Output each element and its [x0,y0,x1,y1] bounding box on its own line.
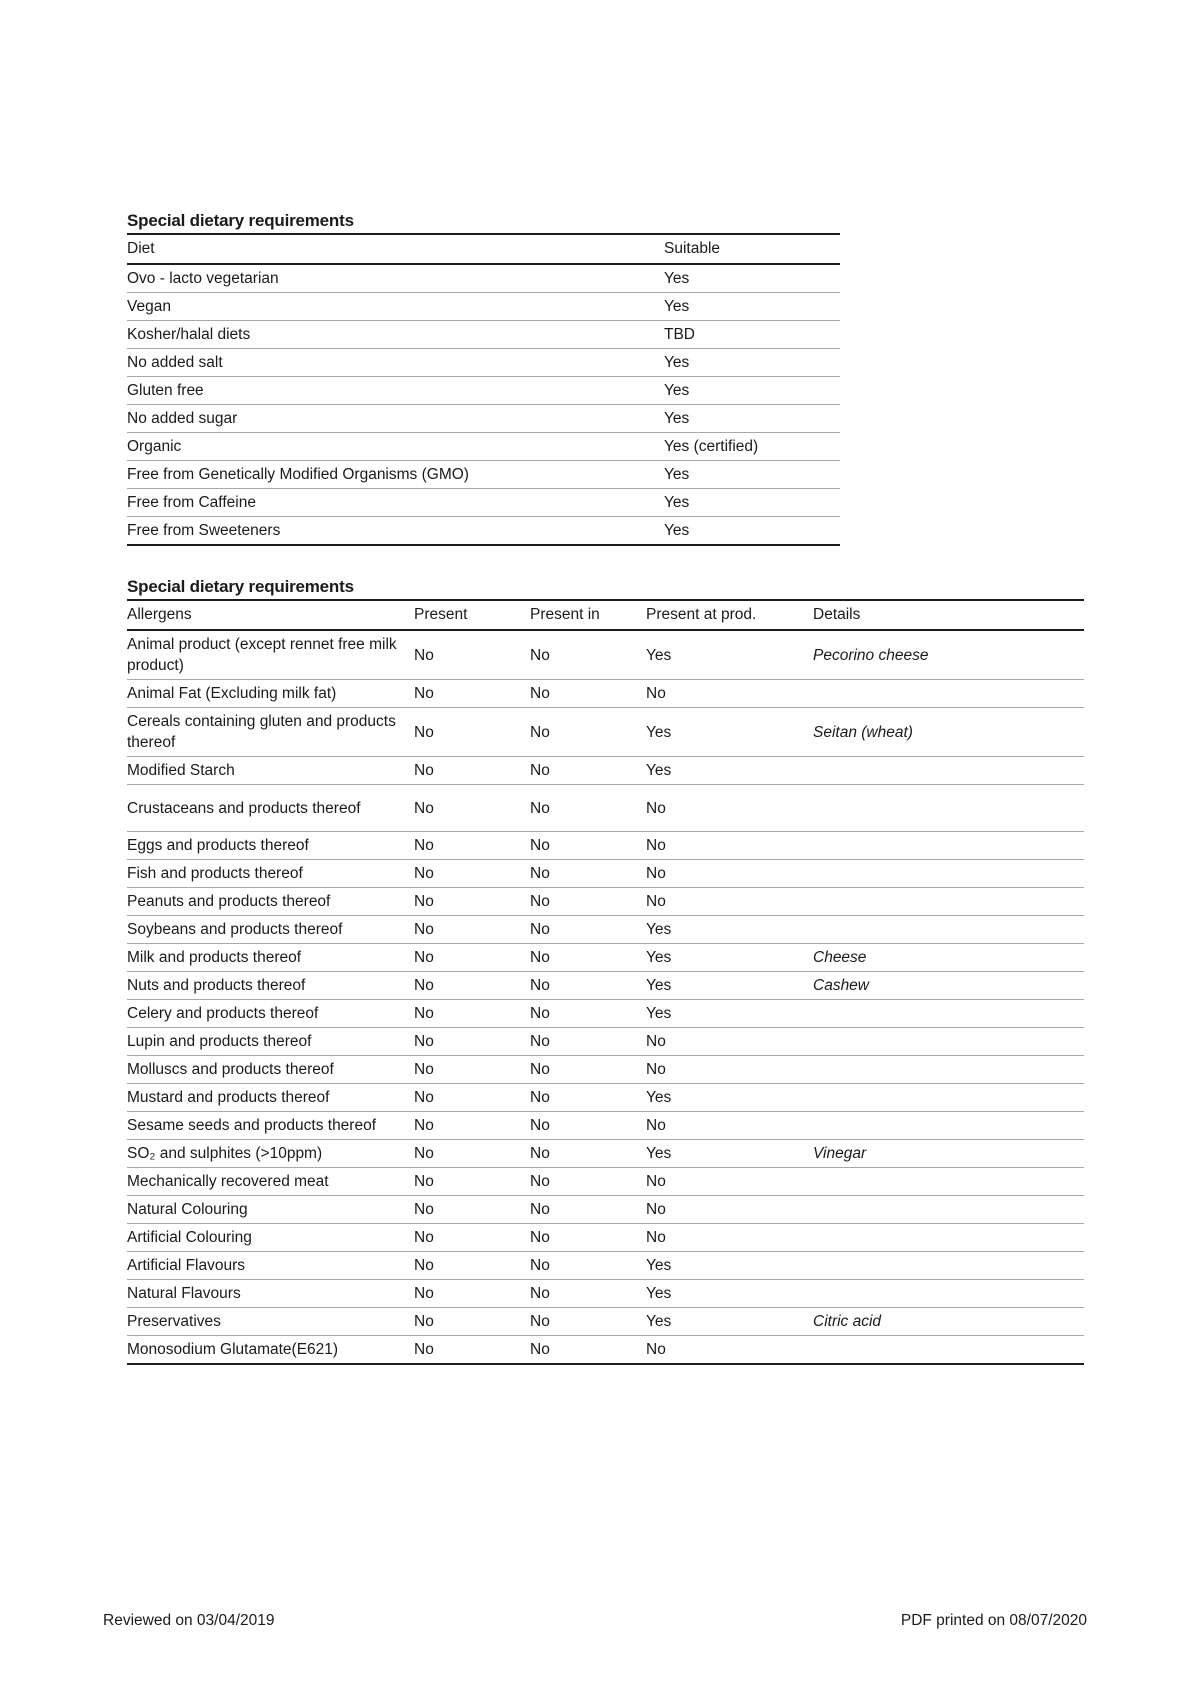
allergen-present-at-prod-cell: Yes [646,1280,813,1308]
allergen-name-cell: Molluscs and products thereof [127,1056,414,1084]
allergen-present-cell: No [414,972,530,1000]
allergen-present-in-cell: No [530,630,646,680]
diet-suitable-cell: Yes (certified) [664,433,840,461]
allergen-present-in-cell: No [530,680,646,708]
allergen-table-body [127,630,1084,1364]
allergen-present-at-prod-cell: No [646,1336,813,1365]
allergen-present-in-cell: No [530,1140,646,1168]
allergen-table-row [127,708,1084,757]
allergen-present-at-prod-cell: No [646,785,813,832]
allergen-present-at-prod-cell: No [646,1056,813,1084]
allergen-present-in-cell: No [530,785,646,832]
allergen-table-row [127,680,1084,708]
diet-name-cell: Free from Sweeteners [127,517,664,546]
allergen-details-cell [813,1336,1084,1365]
allergen-details-cell [813,1252,1084,1280]
diet-suitable-cell: Yes [664,489,840,517]
allergen-present-cell: No [414,1084,530,1112]
diet-name-cell: Ovo - lacto vegetarian [127,264,664,293]
allergen-details-cell: Pecorino cheese [813,630,1084,680]
allergen-present-in-cell: No [530,832,646,860]
diet-table-row [127,349,840,377]
allergen-table-row [127,1056,1084,1084]
allergen-present-in-cell: No [530,1168,646,1196]
allergen-table-row [127,972,1084,1000]
allergen-present-at-prod-cell: Yes [646,757,813,785]
diet-name-cell: Gluten free [127,377,664,405]
allergen-present-in-cell: No [530,1336,646,1365]
allergen-header-allergens: Allergens [127,600,414,630]
allergen-present-cell: No [414,1252,530,1280]
allergen-present-in-cell: No [530,757,646,785]
allergen-present-cell: No [414,1028,530,1056]
allergen-present-at-prod-cell: No [646,1112,813,1140]
allergen-details-cell [813,888,1084,916]
allergen-header-present-at-prod: Present at prod. [646,600,813,630]
allergen-name-cell: Mechanically recovered meat [127,1168,414,1196]
allergen-present-cell: No [414,888,530,916]
allergen-table-row [127,1252,1084,1280]
diet-suitable-cell: TBD [664,321,840,349]
allergen-present-at-prod-cell: No [646,1224,813,1252]
allergen-name-cell: Nuts and products thereof [127,972,414,1000]
diet-suitable-cell: Yes [664,405,840,433]
allergen-name-cell: Mustard and products thereof [127,1084,414,1112]
allergen-table-row [127,1084,1084,1112]
allergen-details-cell [813,680,1084,708]
allergen-name-cell: Peanuts and products thereof [127,888,414,916]
allergen-name-cell: Artificial Colouring [127,1224,414,1252]
allergen-table-row [127,1168,1084,1196]
allergen-present-in-cell: No [530,708,646,757]
allergen-present-in-cell: No [530,1084,646,1112]
allergen-details-cell [813,1280,1084,1308]
allergen-present-cell: No [414,944,530,972]
diet-suitable-cell: Yes [664,264,840,293]
allergen-name-cell: Milk and products thereof [127,944,414,972]
allergen-table-row [127,1112,1084,1140]
diet-name-cell: Vegan [127,293,664,321]
diet-name-cell: Free from Caffeine [127,489,664,517]
diet-name-cell: Kosher/halal diets [127,321,664,349]
diet-table-title: Special dietary requirements [127,211,354,230]
allergen-table-row [127,1196,1084,1224]
allergen-present-at-prod-cell: Yes [646,1140,813,1168]
allergen-present-in-cell: No [530,1224,646,1252]
allergen-table-row [127,757,1084,785]
allergen-present-cell: No [414,1196,530,1224]
diet-header-row [127,234,840,264]
diet-header-suitable: Suitable [664,234,840,264]
allergen-present-cell: No [414,785,530,832]
allergen-details-cell [813,1196,1084,1224]
allergen-name-cell: SO₂ and sulphites (>10ppm) [127,1140,414,1168]
page-content [127,210,1084,1365]
allergen-details-cell [813,757,1084,785]
allergen-table-row [127,1280,1084,1308]
allergen-present-cell: No [414,1112,530,1140]
allergen-table-row [127,888,1084,916]
allergen-present-at-prod-cell: No [646,1196,813,1224]
allergen-table-header [127,600,1084,630]
allergen-name-cell: Modified Starch [127,757,414,785]
allergen-name-cell: Animal Fat (Excluding milk fat) [127,680,414,708]
allergen-table-row [127,1028,1084,1056]
allergen-details-cell [813,916,1084,944]
diet-table-row [127,517,840,546]
allergen-section [127,576,1084,1365]
allergen-table-row [127,944,1084,972]
allergen-present-at-prod-cell: Yes [646,1000,813,1028]
allergen-table-row [127,630,1084,680]
allergen-present-cell: No [414,708,530,757]
allergen-name-cell: Cereals containing gluten and products thereof [127,708,414,757]
allergen-details-cell [813,1168,1084,1196]
diet-table-row [127,264,840,293]
allergen-details-cell [813,785,1084,832]
allergen-present-cell: No [414,916,530,944]
allergen-present-in-cell: No [530,1280,646,1308]
allergen-present-cell: No [414,630,530,680]
allergen-name-cell: Crustaceans and products thereof [127,785,414,832]
allergen-details-cell: Seitan (wheat) [813,708,1084,757]
allergen-header-details: Details [813,600,1084,630]
diet-table-row [127,461,840,489]
allergen-present-at-prod-cell: No [646,860,813,888]
allergen-present-at-prod-cell: Yes [646,708,813,757]
allergen-table-row [127,916,1084,944]
diet-suitable-cell: Yes [664,293,840,321]
allergen-table-row [127,1336,1084,1365]
allergen-details-cell [813,1084,1084,1112]
allergen-name-cell: Eggs and products thereof [127,832,414,860]
allergen-present-cell: No [414,1000,530,1028]
allergen-present-cell: No [414,1168,530,1196]
allergen-present-at-prod-cell: Yes [646,1252,813,1280]
allergen-present-in-cell: No [530,944,646,972]
diet-table-header [127,234,840,264]
allergen-name-cell: Fish and products thereof [127,860,414,888]
allergen-present-in-cell: No [530,1028,646,1056]
allergen-name-cell: Preservatives [127,1308,414,1336]
allergen-present-at-prod-cell: No [646,1168,813,1196]
allergen-present-at-prod-cell: Yes [646,944,813,972]
allergen-present-in-cell: No [530,916,646,944]
allergen-details-cell [813,832,1084,860]
allergen-name-cell: Monosodium Glutamate(E621) [127,1336,414,1365]
allergen-details-cell: Citric acid [813,1308,1084,1336]
allergen-table-row [127,832,1084,860]
allergen-present-at-prod-cell: No [646,888,813,916]
allergen-details-cell [813,1056,1084,1084]
allergen-present-at-prod-cell: No [646,832,813,860]
allergen-table-row [127,1224,1084,1252]
diet-table-body [127,264,840,545]
allergen-details-cell [813,860,1084,888]
allergen-table-title: Special dietary requirements [127,577,354,596]
allergen-present-in-cell: No [530,1196,646,1224]
allergen-table [127,599,1084,1365]
diet-header-diet: Diet [127,234,664,264]
allergen-name-cell: Lupin and products thereof [127,1028,414,1056]
diet-suitable-cell: Yes [664,349,840,377]
allergen-table-row [127,785,1084,832]
allergen-name-cell: Natural Colouring [127,1196,414,1224]
allergen-details-cell: Cashew [813,972,1084,1000]
allergen-present-cell: No [414,1224,530,1252]
allergen-table-row [127,1308,1084,1336]
allergen-present-in-cell: No [530,888,646,916]
allergen-present-in-cell: No [530,1252,646,1280]
allergen-present-at-prod-cell: No [646,680,813,708]
diet-name-cell: No added sugar [127,405,664,433]
diet-table-row [127,293,840,321]
allergen-present-at-prod-cell: Yes [646,1084,813,1112]
allergen-table-row [127,1000,1084,1028]
allergen-details-cell [813,1000,1084,1028]
allergen-details-cell [813,1224,1084,1252]
allergen-present-at-prod-cell: Yes [646,630,813,680]
allergen-name-cell: Sesame seeds and products thereof [127,1112,414,1140]
allergen-present-cell: No [414,832,530,860]
allergen-present-in-cell: No [530,1112,646,1140]
allergen-present-at-prod-cell: No [646,1028,813,1056]
allergen-present-at-prod-cell: Yes [646,916,813,944]
allergen-name-cell: Artificial Flavours [127,1252,414,1280]
allergen-name-cell: Animal product (except rennet free milk product) [127,630,414,680]
allergen-header-row [127,600,1084,630]
allergen-present-in-cell: No [530,1000,646,1028]
allergen-present-at-prod-cell: Yes [646,972,813,1000]
footer-printed-date: PDF printed on 08/07/2020 [900,1612,1087,1629]
diet-table [127,233,840,546]
diet-table-row [127,377,840,405]
diet-table-row [127,433,840,461]
allergen-table-row [127,1140,1084,1168]
diet-suitable-cell: Yes [664,377,840,405]
allergen-details-cell: Vinegar [813,1140,1084,1168]
allergen-name-cell: Celery and products thereof [127,1000,414,1028]
allergen-details-cell [813,1028,1084,1056]
allergen-present-cell: No [414,1056,530,1084]
allergen-present-cell: No [414,1140,530,1168]
diet-table-row [127,321,840,349]
diet-suitable-cell: Yes [664,461,840,489]
allergen-header-present: Present [414,600,530,630]
allergen-name-cell: Soybeans and products thereof [127,916,414,944]
diet-suitable-cell: Yes [664,517,840,546]
allergen-name-cell: Natural Flavours [127,1280,414,1308]
allergen-present-cell: No [414,1336,530,1365]
diet-table-row [127,405,840,433]
allergen-details-cell: Cheese [813,944,1084,972]
allergen-present-at-prod-cell: Yes [646,1308,813,1336]
diet-name-cell: Free from Genetically Modified Organisms (GMO) [127,461,664,489]
allergen-present-in-cell: No [530,860,646,888]
allergen-present-cell: No [414,1280,530,1308]
allergen-present-cell: No [414,860,530,888]
diet-name-cell: No added salt [127,349,664,377]
diet-name-cell: Organic [127,433,664,461]
allergen-present-cell: No [414,757,530,785]
allergen-present-cell: No [414,680,530,708]
allergen-present-in-cell: No [530,1308,646,1336]
diet-table-row [127,489,840,517]
allergen-header-present-in: Present in [530,600,646,630]
allergen-table-row [127,860,1084,888]
footer-reviewed-date: Reviewed on 03/04/2019 [103,1612,275,1629]
allergen-details-cell [813,1112,1084,1140]
diet-section [127,210,1084,546]
allergen-present-in-cell: No [530,1056,646,1084]
allergen-present-cell: No [414,1308,530,1336]
allergen-present-in-cell: No [530,972,646,1000]
